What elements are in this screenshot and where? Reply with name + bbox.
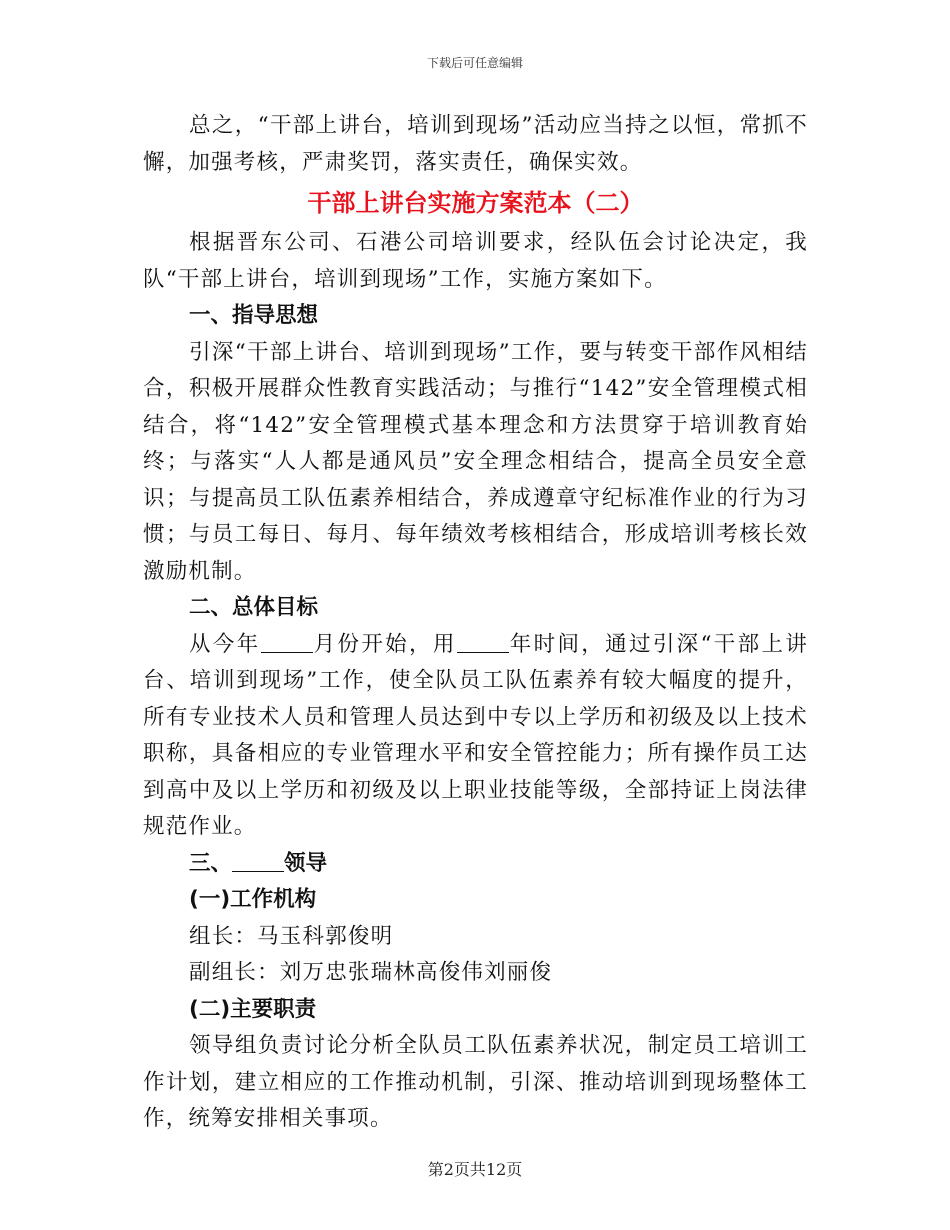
leadership-heading-prefix: 三、 bbox=[189, 850, 233, 876]
group-leader-line: 组长：马玉科郭俊明 bbox=[189, 923, 394, 949]
goal-text-part-2: 月份开始，用 bbox=[312, 631, 457, 657]
goal-text-part-3: 年时间，通过引深“干部上讲台、培训到现场”工作，使全队员工队伍素养有较大幅度的提升，所有专业技术人员和管理人员达到中专以上学历和初级及以上技术职称，具备相应的专业管理水平和安全管控能力；所有操作员工达到高中及以上学历和初级及以上职业技能等级，全部持证上岗法律规范作业。 bbox=[143, 631, 809, 839]
intro-paragraph: 根据晋东公司、石港公司培训要求，经队伍会讨论决定，我队“干部上讲台，培训到现场”工作，实施方案如下。 bbox=[143, 230, 808, 292]
main-duties-paragraph: 领导组负责讨论分析全队员工队伍素养状况，制定员工培训工作计划，建立相应的工作推动机制，引深、推动培训到现场整体工作，统筹安排相关事项。 bbox=[143, 1033, 808, 1131]
section-heading-leadership bbox=[143, 846, 808, 883]
subheading-work-organization: (一)工作机构 bbox=[189, 887, 317, 912]
summary-paragraph: 总之，“干部上讲台，培训到现场”活动应当持之以恒，常抓不懈，加强考核，严肃奖罚，落实责任，确保实效。 bbox=[143, 113, 808, 175]
document-title: 干部上讲台实施方案范本（二） bbox=[307, 189, 644, 217]
goal-text-part-1: 从今年 bbox=[189, 631, 261, 657]
subheading-main-duties: (二)主要职责 bbox=[189, 996, 317, 1022]
document-body bbox=[143, 108, 808, 1138]
deputy-leader-line: 副组长：刘万忠张瑞林高俊伟刘丽俊 bbox=[189, 960, 553, 985]
month-blank bbox=[261, 632, 313, 653]
page-number-footer: 第2页共12页 bbox=[427, 1160, 523, 1179]
leadership-heading-suffix: 领导 bbox=[284, 850, 328, 876]
section-heading-overall-goal: 二、总体目标 bbox=[189, 595, 319, 620]
section-heading-guiding-ideology: 一、指导思想 bbox=[189, 303, 319, 328]
overall-goal-paragraph bbox=[143, 627, 808, 846]
leadership-blank bbox=[232, 851, 284, 872]
year-blank bbox=[457, 632, 509, 653]
page-header-note: 下载后可任意编辑 bbox=[426, 56, 523, 70]
guiding-ideology-paragraph: 引深“干部上讲台、培训到现场”工作，要与转变干部作风相结合，积极开展群众性教育实践活动；与推行“142”安全管理模式相结合，将“142”安全管理模式基本理念和方法贯穿于培训教育始终；与落实“人人都是通风员”安全理念相结合，提高全员安全意识；与提高员工队伍素养相结合，养成遵章守纪标准作业的行为习惯；与员工每日、每月、每年绩效考核相结合，形成培训考核长效激励机制。 bbox=[143, 339, 808, 584]
